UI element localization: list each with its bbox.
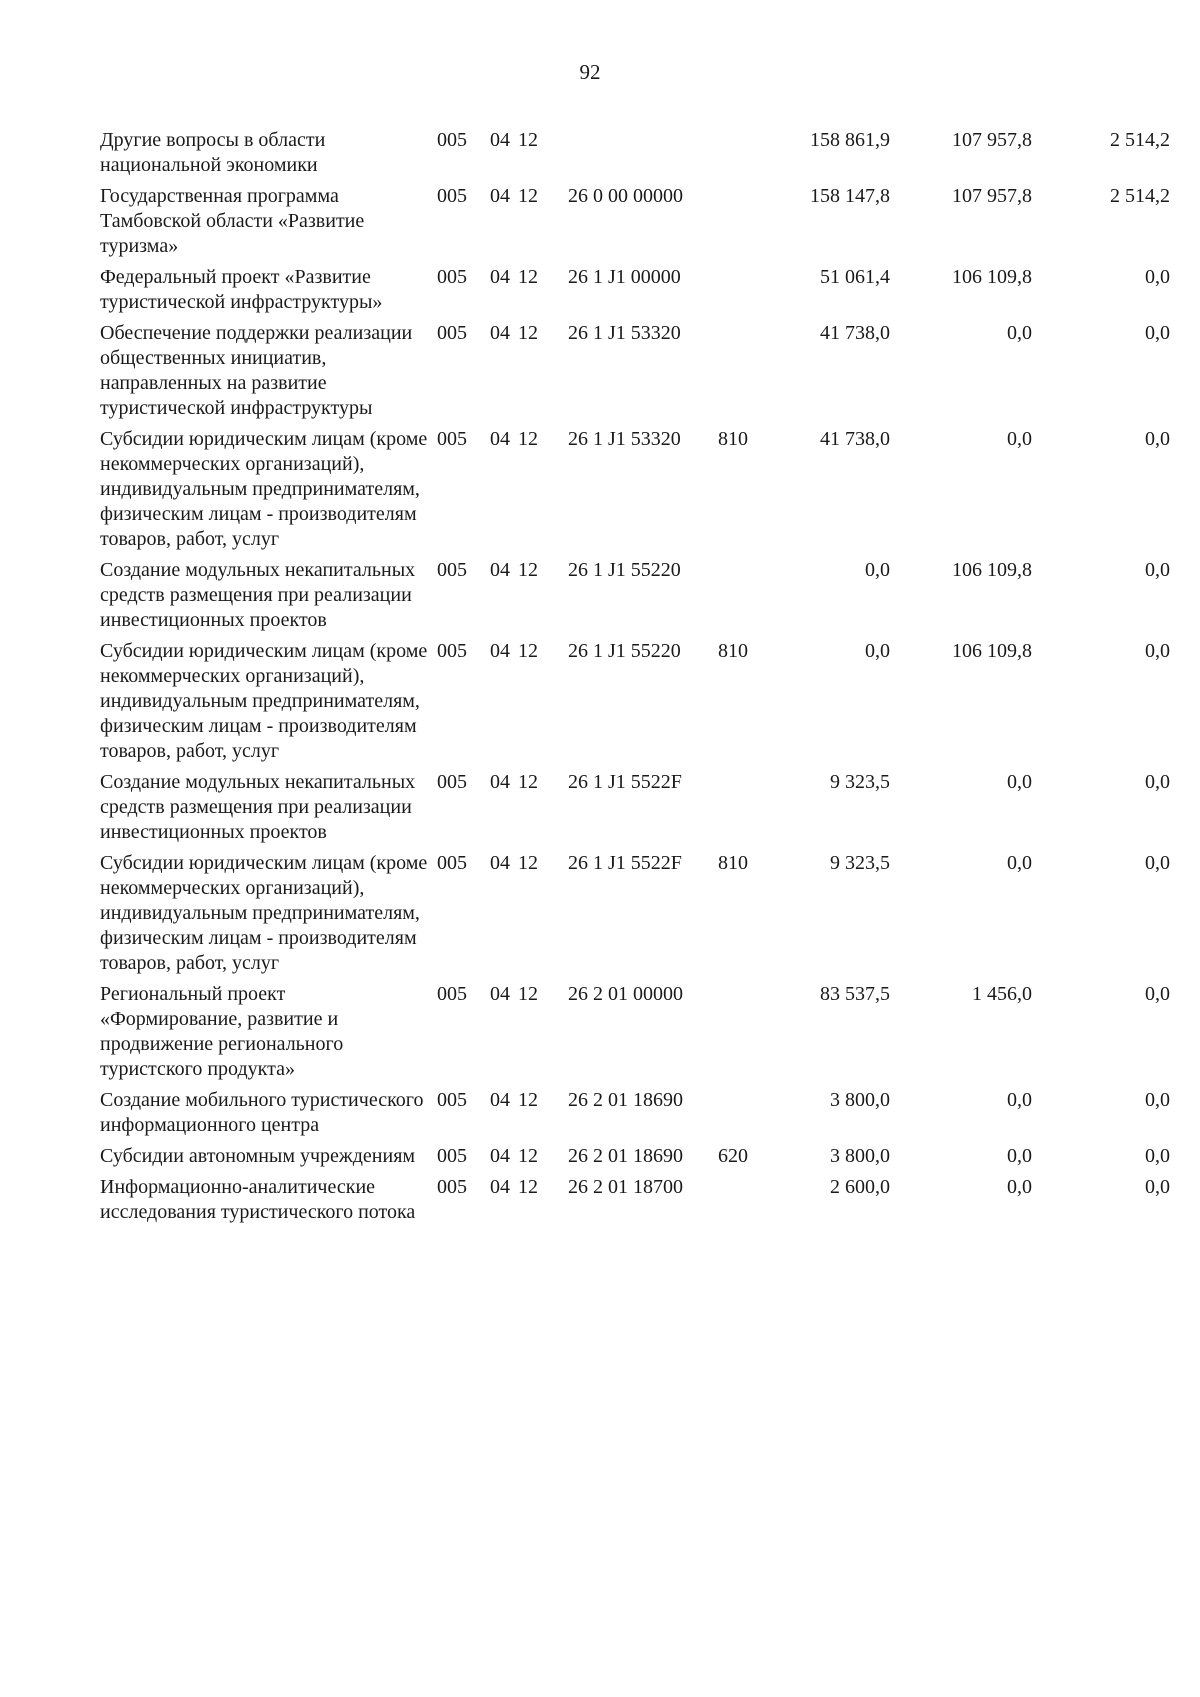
ministry-code: 005: [437, 1089, 467, 1111]
subsection-code: 12: [518, 185, 538, 207]
amount-year-1: 41 738,0: [820, 428, 890, 450]
amount-year-3: 2 514,2: [1110, 185, 1170, 207]
ministry-code: 005: [437, 129, 467, 151]
expense-type-code: 810: [718, 428, 748, 450]
subsection-code: 12: [518, 428, 538, 450]
row-name: Субсидии юридическим лицам (кроме некоммерческих организаций), индивидуальным предпринимателям, физическим лицам - производителям товаров, работ, услуг: [100, 428, 428, 550]
amount-year-2: 107 957,8: [952, 185, 1032, 207]
page-number: 92: [579, 60, 601, 84]
section-code: 04: [490, 185, 510, 207]
row-name: Региональный проект «Формирование, развитие и продвижение регионального туристского продукта»: [100, 983, 344, 1080]
amount-year-3: 0,0: [1145, 1145, 1170, 1167]
table-row: [0, 1144, 1200, 1169]
amount-year-3: 0,0: [1145, 1176, 1170, 1198]
row-name: Создание модульных некапитальных средств размещения при реализации инвестиционных проектов: [100, 771, 416, 843]
amount-year-1: 9 323,5: [830, 771, 890, 793]
amount-year-1: 0,0: [865, 559, 890, 581]
amount-year-1: 2 600,0: [830, 1176, 890, 1198]
amount-year-1: 158 147,8: [810, 185, 890, 207]
ministry-code: 005: [437, 185, 467, 207]
ministry-code: 005: [437, 852, 467, 874]
section-code: 04: [490, 640, 510, 662]
amount-year-3: 0,0: [1145, 428, 1170, 450]
amount-year-3: 0,0: [1145, 640, 1170, 662]
ministry-code: 005: [437, 640, 467, 662]
table-row: [0, 321, 1200, 421]
target-article-code: 26 2 01 18700: [568, 1176, 683, 1198]
subsection-code: 12: [518, 1176, 538, 1198]
row-name: Создание мобильного туристического информационного центра: [100, 1089, 424, 1136]
amount-year-2: 0,0: [1007, 852, 1032, 874]
amount-year-2: 0,0: [1007, 1145, 1032, 1167]
amount-year-1: 9 323,5: [830, 852, 890, 874]
subsection-code: 12: [518, 1145, 538, 1167]
target-article-code: 26 1 J1 55220: [568, 559, 681, 581]
amount-year-2: 0,0: [1007, 1089, 1032, 1111]
target-article-code: 26 1 J1 53320: [568, 428, 681, 450]
amount-year-2: 106 109,8: [952, 559, 1032, 581]
row-name: Обеспечение поддержки реализации общественных инициатив, направленных на развитие туристической инфраструктуры: [100, 322, 413, 419]
subsection-code: 12: [518, 983, 538, 1005]
table-row: [0, 1088, 1200, 1138]
amount-year-1: 3 800,0: [830, 1089, 890, 1111]
amount-year-3: 2 514,2: [1110, 129, 1170, 151]
amount-year-3: 0,0: [1145, 983, 1170, 1005]
row-name: Другие вопросы в области национальной экономики: [100, 129, 326, 176]
target-article-code: 26 1 J1 00000: [568, 266, 681, 288]
target-article-code: 26 1 J1 5522F: [568, 771, 682, 793]
amount-year-1: 83 537,5: [820, 983, 890, 1005]
ministry-code: 005: [437, 322, 467, 344]
amount-year-2: 0,0: [1007, 428, 1032, 450]
section-code: 04: [490, 559, 510, 581]
ministry-code: 005: [437, 983, 467, 1005]
amount-year-1: 0,0: [865, 640, 890, 662]
amount-year-2: 0,0: [1007, 322, 1032, 344]
target-article-code: 26 1 J1 5522F: [568, 852, 682, 874]
section-code: 04: [490, 266, 510, 288]
table-row: [0, 982, 1200, 1082]
amount-year-2: 1 456,0: [972, 983, 1032, 1005]
section-code: 04: [490, 1145, 510, 1167]
row-name: Субсидии юридическим лицам (кроме некоммерческих организаций), индивидуальным предпринимателям, физическим лицам - производителям товаров, работ, услуг: [100, 640, 428, 762]
table-row: [0, 639, 1200, 764]
table-row: [0, 770, 1200, 845]
target-article-code: 26 2 01 00000: [568, 983, 683, 1005]
row-name: Федеральный проект «Развитие туристической инфраструктуры»: [100, 266, 383, 313]
table-row: [0, 265, 1200, 315]
target-article-code: 26 1 J1 55220: [568, 640, 681, 662]
amount-year-1: 51 061,4: [820, 266, 890, 288]
ministry-code: 005: [437, 559, 467, 581]
expense-type-code: 810: [718, 852, 748, 874]
table-row: [0, 851, 1200, 976]
section-code: 04: [490, 129, 510, 151]
amount-year-3: 0,0: [1145, 266, 1170, 288]
amount-year-1: 158 861,9: [810, 129, 890, 151]
subsection-code: 12: [518, 771, 538, 793]
table-row: [0, 128, 1200, 178]
row-name: Создание модульных некапитальных средств размещения при реализации инвестиционных проектов: [100, 559, 416, 631]
amount-year-2: 107 957,8: [952, 129, 1032, 151]
amount-year-3: 0,0: [1145, 852, 1170, 874]
subsection-code: 12: [518, 1089, 538, 1111]
subsection-code: 12: [518, 559, 538, 581]
section-code: 04: [490, 1176, 510, 1198]
amount-year-3: 0,0: [1145, 771, 1170, 793]
row-name: Информационно-аналитические исследования туристического потока: [100, 1176, 416, 1223]
table-row: [0, 558, 1200, 633]
target-article-code: 26 2 01 18690: [568, 1145, 683, 1167]
target-article-code: 26 2 01 18690: [568, 1089, 683, 1111]
ministry-code: 005: [437, 266, 467, 288]
target-article-code: 26 1 J1 53320: [568, 322, 681, 344]
amount-year-2: 0,0: [1007, 1176, 1032, 1198]
section-code: 04: [490, 322, 510, 344]
subsection-code: 12: [518, 322, 538, 344]
expense-type-code: 620: [718, 1145, 748, 1167]
subsection-code: 12: [518, 266, 538, 288]
section-code: 04: [490, 983, 510, 1005]
section-code: 04: [490, 852, 510, 874]
expense-type-code: 810: [718, 640, 748, 662]
amount-year-3: 0,0: [1145, 1089, 1170, 1111]
budget-table: [0, 128, 1200, 1231]
amount-year-3: 0,0: [1145, 559, 1170, 581]
subsection-code: 12: [518, 640, 538, 662]
amount-year-2: 106 109,8: [952, 640, 1032, 662]
ministry-code: 005: [437, 771, 467, 793]
amount-year-3: 0,0: [1145, 322, 1170, 344]
amount-year-2: 0,0: [1007, 771, 1032, 793]
subsection-code: 12: [518, 852, 538, 874]
row-name: Субсидии юридическим лицам (кроме некоммерческих организаций), индивидуальным предпринимателям, физическим лицам - производителям товаров, работ, услуг: [100, 852, 428, 974]
target-article-code: 26 0 00 00000: [568, 185, 683, 207]
subsection-code: 12: [518, 129, 538, 151]
section-code: 04: [490, 771, 510, 793]
ministry-code: 005: [437, 1145, 467, 1167]
table-row: [0, 427, 1200, 552]
section-code: 04: [490, 428, 510, 450]
amount-year-1: 3 800,0: [830, 1145, 890, 1167]
table-row: [0, 1175, 1200, 1225]
row-name: Субсидии автономным учреждениям: [100, 1145, 416, 1167]
ministry-code: 005: [437, 428, 467, 450]
table-row: [0, 184, 1200, 259]
amount-year-2: 106 109,8: [952, 266, 1032, 288]
row-name: Государственная программа Тамбовской области «Развитие туризма»: [100, 185, 365, 257]
ministry-code: 005: [437, 1176, 467, 1198]
section-code: 04: [490, 1089, 510, 1111]
amount-year-1: 41 738,0: [820, 322, 890, 344]
